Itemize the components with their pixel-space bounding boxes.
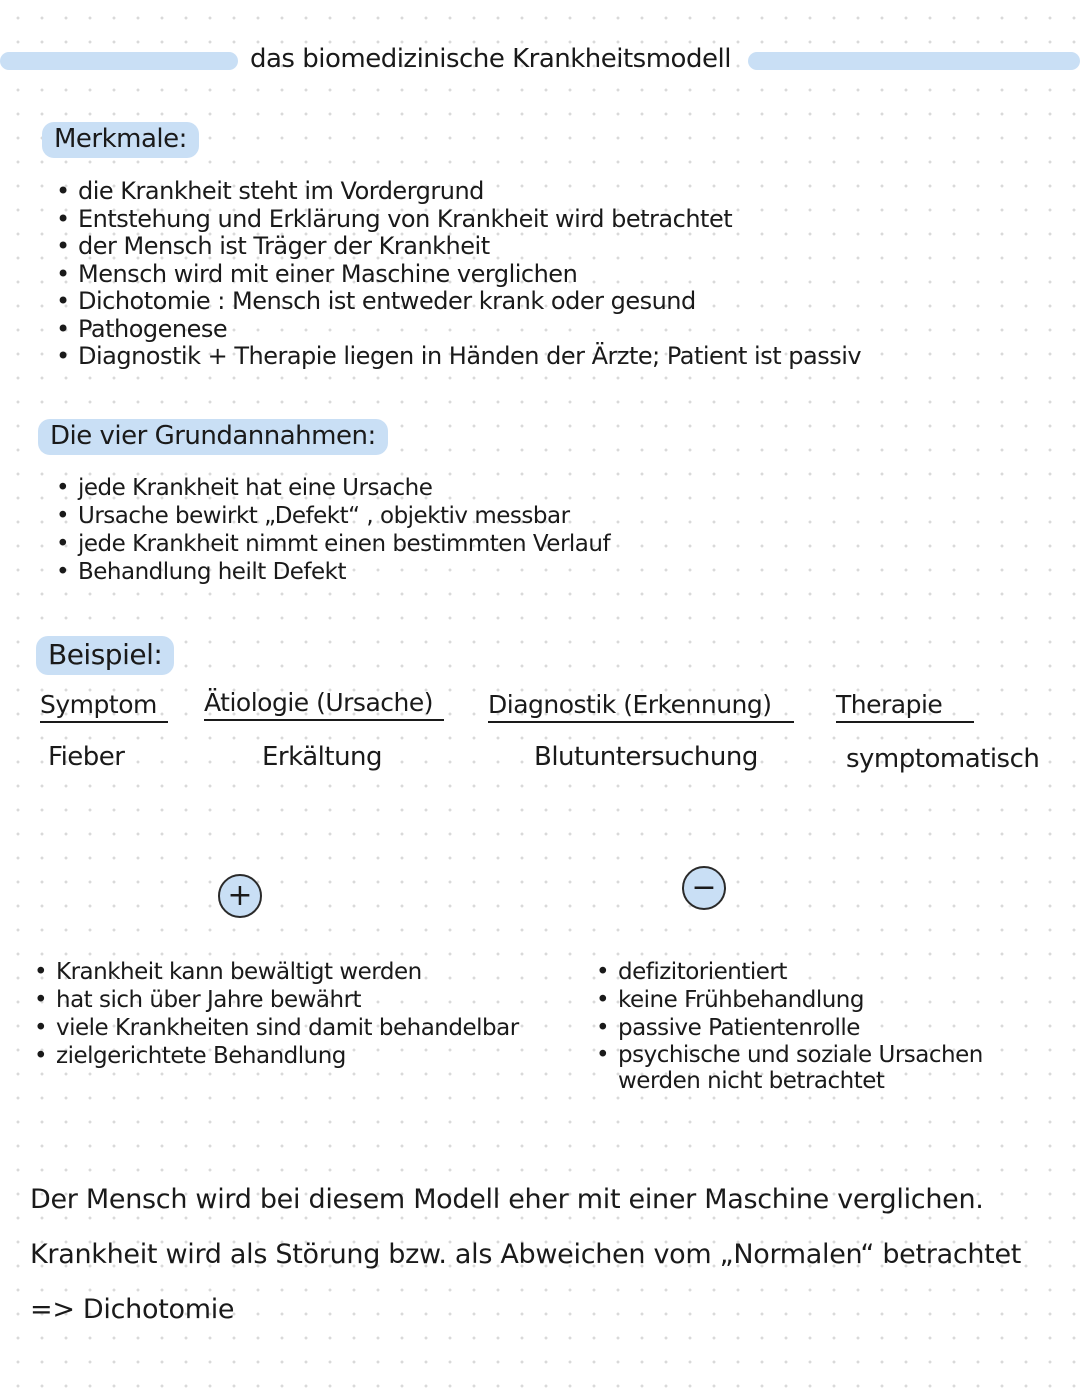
list-item: • Behandlung heilt Defekt [56,558,610,586]
features-list [56,178,861,371]
list-item: • keine Frühbehandlung [596,986,1036,1014]
value-symptom: Fieber [48,742,125,772]
title-highlight-left [0,52,238,70]
list-item: • Dichotomie : Mensch ist entweder krank oder gesund [56,288,861,316]
list-item: • Ursache bewirkt „Defekt“ , objektiv messbar [56,502,610,530]
cons-list [596,958,1036,1094]
example-heading: Beispiel: [36,636,174,675]
list-item: • psychische und soziale Ursachen werden nicht betrachtet [596,1042,1036,1094]
list-item: • Pathogenese [56,316,861,344]
features-heading: Merkmale: [42,122,199,158]
list-item: • viele Krankheiten sind damit behandelbar [34,1014,519,1042]
value-aetiology: Erkältung [262,742,383,772]
list-item: • defizitorientiert [596,958,1036,986]
list-item: • jede Krankheit hat eine Ursache [56,474,610,502]
list-item: • Entstehung und Erklärung von Krankheit wird betrachtet [56,206,861,234]
value-diagnostics: Blutuntersuchung [534,742,758,772]
plus-icon: + [218,874,262,918]
column-diagnostics: Diagnostik (Erkennung) [488,690,794,723]
list-item: • Mensch wird mit einer Maschine verglichen [56,261,861,289]
list-item: • die Krankheit steht im Vordergrund [56,178,861,206]
value-therapy: symptomatisch [846,744,1040,774]
list-item: • Diagnostik + Therapie liegen in Händen der Ärzte; Patient ist passiv [56,343,861,371]
column-symptom: Symptom [40,690,168,723]
list-item: • passive Patientenrolle [596,1014,1036,1042]
section-example [36,638,174,671]
column-therapy: Therapie [836,690,974,723]
list-item: • hat sich über Jahre bewährt [34,986,519,1014]
page-title: das biomedizinische Krankheitsmodell [250,44,731,74]
list-item: • zielgerichtete Behandlung [34,1042,519,1070]
section-features [42,124,199,154]
pros-list [34,958,519,1070]
column-aetiology: Ätiologie (Ursache) [204,688,444,721]
title-highlight-right [748,52,1080,70]
list-item: • jede Krankheit nimmt einen bestimmten Verlauf [56,530,610,558]
assumptions-list [56,474,610,586]
minus-icon: − [682,866,726,910]
assumptions-heading: Die vier Grundannahmen: [38,419,388,455]
list-item: • Krankheit kann bewältigt werden [34,958,519,986]
section-assumptions [38,421,388,451]
summary-paragraph: Der Mensch wird bei diesem Modell eher mit einer Maschine verglichen. Krankheit wird als Störung bzw. als Abweichen vom „Normalen“ betrachtet => Dichotomie [30,1184,1022,1325]
list-item: • der Mensch ist Träger der Krankheit [56,233,861,261]
